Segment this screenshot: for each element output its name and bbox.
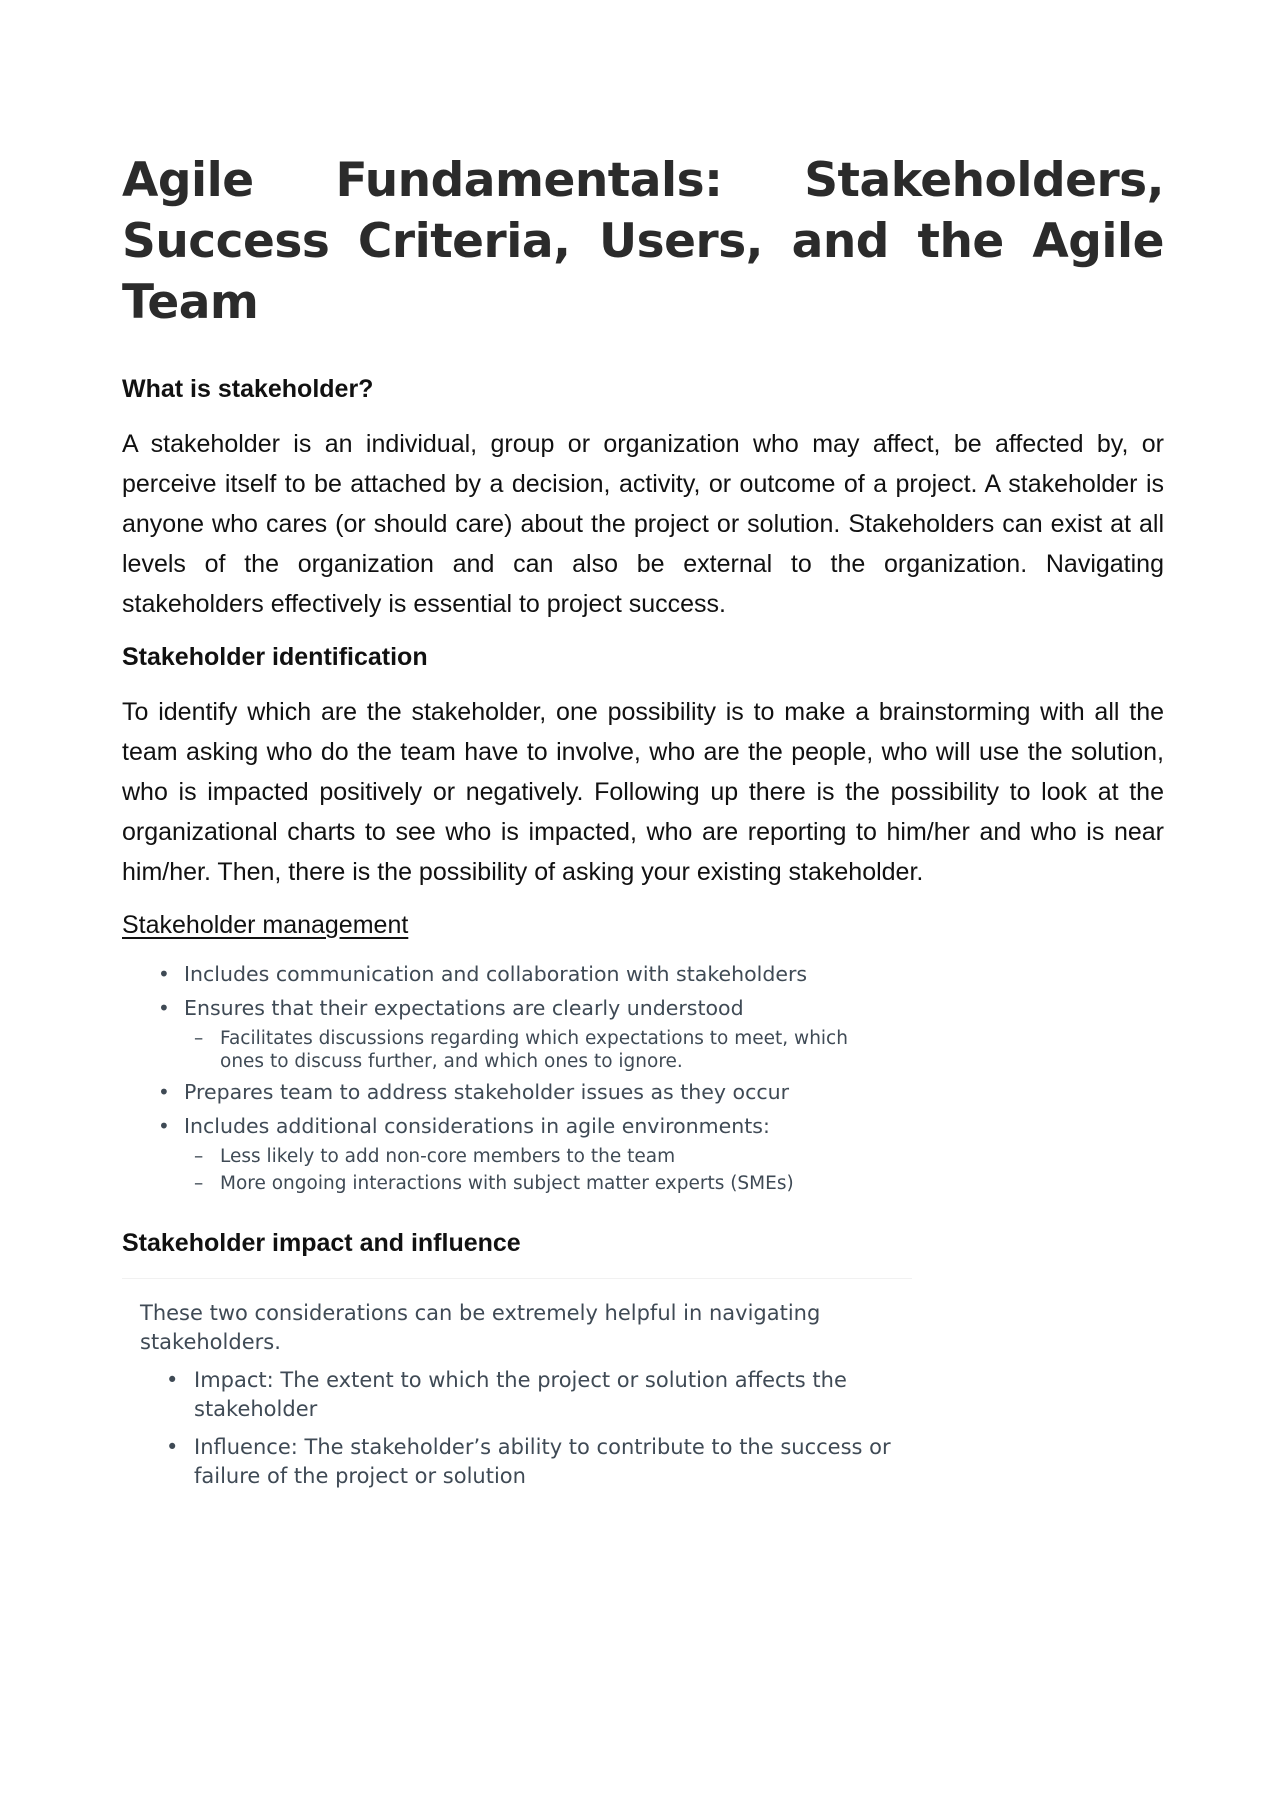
bullet-icon: • — [158, 1080, 170, 1104]
sub-list-item-text: Facilitates discussions regarding which expectations to meet, which ones to discuss further, and which ones to ignore. — [220, 1028, 848, 1072]
list-item — [140, 1433, 912, 1491]
bullet-icon: • — [158, 996, 170, 1020]
bullet-icon: • — [166, 1368, 179, 1392]
section-heading-stakeholder-identification: Stakeholder identification — [122, 643, 428, 671]
list-item — [158, 1079, 862, 1105]
section-heading-stakeholder-impact: Stakeholder impact and influence — [122, 1229, 521, 1257]
list-item-text: Includes additional considerations in agile environments: — [184, 1114, 770, 1138]
list-item-text: Influence: The stakeholder’s ability to contribute to the success or failure of the project or solution — [194, 1435, 891, 1488]
list-item — [158, 995, 862, 1021]
list-item-text: Impact: The extent to which the project or solution affects the stakeholder — [194, 1368, 847, 1421]
sub-list-item-text: Less likely to add non-core members to the team — [220, 1146, 676, 1167]
list-item — [158, 961, 862, 987]
sub-list-item — [158, 1172, 862, 1195]
document-page — [122, 150, 1164, 1500]
list-item-text: Includes communication and collaboration with stakeholders — [184, 962, 808, 986]
section-heading-what-is-stakeholder: What is stakeholder? — [122, 375, 374, 403]
list-item — [140, 1366, 912, 1424]
list-item-text: Ensures that their expectations are clearly understood — [184, 996, 744, 1020]
list-item — [158, 1113, 862, 1139]
section-heading-stakeholder-management: Stakeholder management — [122, 911, 409, 939]
dash-icon: – — [194, 1146, 204, 1167]
list-item-text: Prepares team to address stakeholder issues as they occur — [184, 1080, 790, 1104]
bullet-icon: • — [158, 962, 170, 986]
stakeholder-management-slide-image — [122, 951, 862, 1205]
slide-intro-text: These two considerations can be extremely helpful in navigating stakeholders. — [140, 1301, 821, 1354]
dash-icon: – — [194, 1028, 204, 1049]
paragraph-stakeholder-identification: To identify which are the stakeholder, one possibility is to make a brainstorming with all the team asking who do the team have to involve, who are the people, who will use the solution, who is impacted positively or negatively. Following up there is the possibility to look at the organizational charts to see who is impacted, who are reporting to him/her and who is near him/her. Then, there is the possibility of asking your existing stakeholder. — [122, 698, 1164, 886]
sub-list-item-text: More ongoing interactions with subject matter experts (SMEs) — [220, 1173, 794, 1194]
bullet-icon: • — [158, 1114, 170, 1138]
sub-list-item — [158, 1145, 862, 1168]
document-title: Agile Fundamentals: Stakeholders, Success Criteria, Users, and the Agile Team — [122, 153, 1164, 330]
paragraph-stakeholder-definition: A stakeholder is an individual, group or organization who may affect, be affected by, or perceive itself to be attached by a decision, activity, or outcome of a project. A stakeholder is anyone who cares (or should care) about the project or solution. Stakeholders can exist at all levels of the organization and can also be external to the organization. Navigating stakeholders effectively is essential to project success. — [122, 430, 1164, 618]
sub-list-item — [158, 1027, 862, 1073]
stakeholder-impact-slide-image — [122, 1278, 912, 1491]
bullet-icon: • — [166, 1435, 179, 1459]
dash-icon: – — [194, 1173, 204, 1194]
